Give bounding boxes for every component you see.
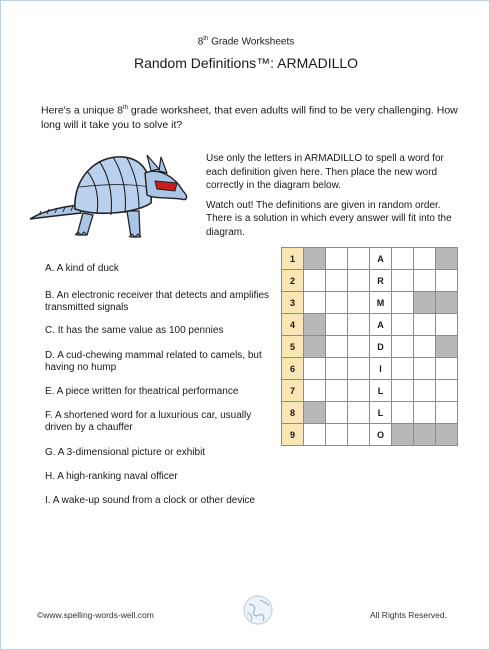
shaded-cell <box>414 292 436 314</box>
given-letter-cell: L <box>370 380 392 402</box>
answer-cell[interactable] <box>348 358 370 380</box>
shaded-cell <box>436 248 458 270</box>
answer-cell[interactable] <box>326 248 348 270</box>
answer-cell[interactable] <box>414 314 436 336</box>
answer-cell[interactable] <box>392 358 414 380</box>
answer-cell[interactable] <box>348 292 370 314</box>
rights-notice: All Rights Reserved. <box>370 610 448 620</box>
answer-cell[interactable] <box>326 402 348 424</box>
definition-item: F. A shortened word for a luxurious car, usually driven by a chauffer <box>45 410 252 433</box>
answer-cell[interactable] <box>436 380 458 402</box>
answer-cell[interactable] <box>392 292 414 314</box>
answer-cell[interactable] <box>348 402 370 424</box>
answer-cell[interactable] <box>414 358 436 380</box>
answer-cell[interactable] <box>436 314 458 336</box>
grade-ordinal: th <box>203 36 209 42</box>
row-number-cell: 6 <box>282 358 304 380</box>
shaded-cell <box>304 314 326 336</box>
answer-cell[interactable] <box>304 270 326 292</box>
crossword-grid <box>281 247 458 446</box>
grid-row <box>282 292 458 314</box>
globe-logo-icon <box>241 593 275 627</box>
row-number-cell: 4 <box>282 314 304 336</box>
grid-row <box>282 402 458 424</box>
answer-cell[interactable] <box>436 270 458 292</box>
instructions-paragraph-2: Watch out! The definitions are given in random order. There is a solution in which every answer will fit into the diagram. <box>206 199 452 238</box>
grid-row <box>282 358 458 380</box>
given-letter-cell: R <box>370 270 392 292</box>
answer-cell[interactable] <box>392 336 414 358</box>
row-number-cell: 7 <box>282 380 304 402</box>
instructions-paragraph-1: Use only the letters in ARMADILLO to spell a word for each definition given here. Then place the new word correctly in the diagram below. <box>206 153 444 191</box>
answer-cell[interactable] <box>414 380 436 402</box>
answer-cell[interactable] <box>304 424 326 446</box>
shaded-cell <box>304 402 326 424</box>
definition-item: H. A high-ranking naval officer <box>45 471 178 482</box>
answer-cell[interactable] <box>436 358 458 380</box>
shaded-cell <box>304 336 326 358</box>
given-letter-cell: M <box>370 292 392 314</box>
grid-row <box>282 248 458 270</box>
definition-item: E. A piece written for theatrical performance <box>45 386 239 397</box>
grid-row <box>282 424 458 446</box>
answer-cell[interactable] <box>326 292 348 314</box>
answer-cell[interactable] <box>348 336 370 358</box>
answer-cell[interactable] <box>304 358 326 380</box>
definition-item: B. An electronic receiver that detects and amplifies transmitted signals <box>45 290 270 313</box>
answer-cell[interactable] <box>348 314 370 336</box>
shaded-cell <box>436 424 458 446</box>
armadillo-illustration <box>27 147 197 247</box>
instructions <box>206 152 464 245</box>
row-number-cell: 1 <box>282 248 304 270</box>
given-letter-cell: A <box>370 314 392 336</box>
intro-ordinal: th <box>122 105 128 111</box>
given-letter-cell: A <box>370 248 392 270</box>
answer-cell[interactable] <box>348 380 370 402</box>
intro-text-end: grade worksheet, that even adults will find to be very challenging. How long will it take you to solve it? <box>41 104 458 131</box>
shaded-cell <box>304 248 326 270</box>
answer-cell[interactable] <box>326 424 348 446</box>
definition-item: I. A wake-up sound from a clock or other device <box>45 495 256 506</box>
worksheet-title: Random Definitions™: ARMADILLO <box>133 55 359 71</box>
worksheet-series-label <box>1 36 490 47</box>
answer-cell[interactable] <box>392 314 414 336</box>
grade-number: 8 <box>197 36 204 48</box>
answer-cell[interactable] <box>436 402 458 424</box>
answer-cell[interactable] <box>326 358 348 380</box>
answer-cell[interactable] <box>348 270 370 292</box>
answer-cell[interactable] <box>414 270 436 292</box>
definition-item: C. It has the same value as 100 pennies <box>45 325 224 336</box>
shaded-cell <box>436 336 458 358</box>
definition-item: A. A kind of duck <box>45 263 119 274</box>
grid-row <box>282 380 458 402</box>
given-letter-cell: O <box>370 424 392 446</box>
row-number-cell: 8 <box>282 402 304 424</box>
answer-cell[interactable] <box>304 292 326 314</box>
shaded-cell <box>414 424 436 446</box>
answer-cell[interactable] <box>414 336 436 358</box>
answer-cell[interactable] <box>392 402 414 424</box>
row-number-cell: 3 <box>282 292 304 314</box>
answer-cell[interactable] <box>348 424 370 446</box>
given-letter-cell: D <box>370 336 392 358</box>
answer-cell[interactable] <box>326 314 348 336</box>
intro-paragraph <box>41 101 461 132</box>
answer-cell[interactable] <box>326 336 348 358</box>
answer-cell[interactable] <box>304 380 326 402</box>
row-number-cell: 2 <box>282 270 304 292</box>
row-number-cell: 5 <box>282 336 304 358</box>
answer-cell[interactable] <box>414 402 436 424</box>
shaded-cell <box>436 292 458 314</box>
grid-row <box>282 270 458 292</box>
given-letter-cell: L <box>370 402 392 424</box>
shaded-cell <box>392 424 414 446</box>
definition-item: D. A cud-chewing mammal related to camels, but having no hump <box>45 350 262 373</box>
definition-item: G. A 3-dimensional picture or exhibit <box>45 447 206 458</box>
answer-cell[interactable] <box>392 248 414 270</box>
grid-row <box>282 336 458 358</box>
answer-cell[interactable] <box>414 248 436 270</box>
grade-label-rest: Grade Worksheets <box>208 36 295 48</box>
intro-text-start: Here's a unique 8 <box>41 104 123 117</box>
grid-row <box>282 314 458 336</box>
answer-cell[interactable] <box>392 380 414 402</box>
given-letter-cell: I <box>370 358 392 380</box>
answer-cell[interactable] <box>392 270 414 292</box>
answer-cell[interactable] <box>348 248 370 270</box>
copyright-site: ©www.spelling-words-well.com <box>37 610 154 620</box>
answer-cell[interactable] <box>326 380 348 402</box>
answer-cell[interactable] <box>326 270 348 292</box>
row-number-cell: 9 <box>282 424 304 446</box>
